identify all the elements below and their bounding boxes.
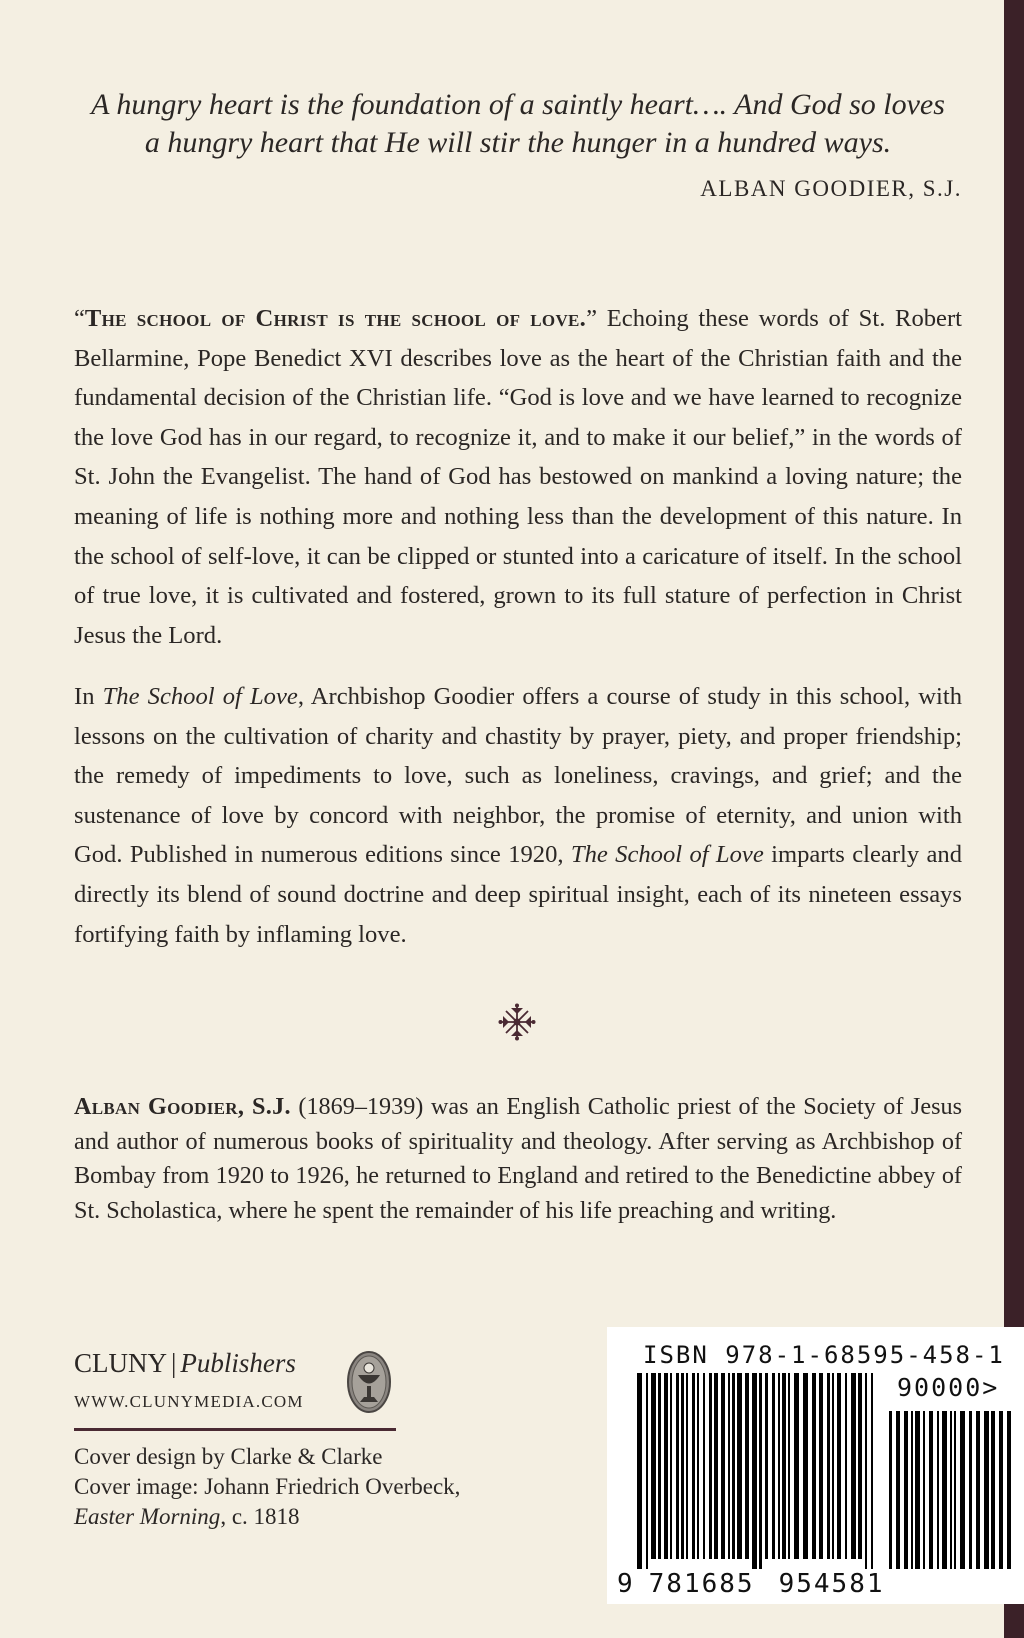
chalice-seal-icon xyxy=(346,1350,392,1414)
barcode-bar xyxy=(788,1373,790,1559)
barcode-bar xyxy=(681,1373,684,1559)
barcode-bar xyxy=(819,1373,823,1559)
barcode-bar xyxy=(904,1411,908,1569)
publisher-name xyxy=(74,1348,296,1379)
barcode-bar xyxy=(670,1373,672,1559)
barcode-bar xyxy=(658,1373,661,1559)
barcode-bar xyxy=(646,1373,648,1569)
barcode-bar xyxy=(709,1373,712,1559)
barcode-bar xyxy=(664,1373,668,1559)
barcode-bar xyxy=(778,1373,780,1559)
publisher-label: Publishers xyxy=(180,1348,296,1378)
publisher-url[interactable]: WWW.CLUNYMEDIA.COM xyxy=(74,1392,304,1411)
paragraph-text: imparts clearly and directly its blend of sound doctrine and deep spiritual insight, each of its nineteen essays fortifying faith by inflaming love. xyxy=(74,841,963,948)
barcode-bar xyxy=(923,1411,925,1569)
lead-phrase: The school of Christ is the school of love. xyxy=(84,305,587,332)
barcode-bar xyxy=(765,1373,768,1559)
bio-text: (1869–1939) was an English Catholic priest of the Society of Jesus and author of numerous books of spirituality and theology. After serving as Archbishop of Bombay from 1920 to 1926, he returned to England and retired to the Benedictine abbey of St. Scholastica, where he spent the remainder of his life preaching and writing. xyxy=(74,1093,962,1224)
barcode-bar xyxy=(858,1373,862,1559)
quote-mark: “ xyxy=(74,305,85,332)
description-paragraph xyxy=(74,677,962,954)
barcode-bar xyxy=(752,1373,757,1569)
barcode-bar xyxy=(745,1373,749,1559)
epigraph-line: A hungry heart is the foundation of a saintly heart…. And God so loves xyxy=(91,88,945,121)
barcode-bar xyxy=(651,1373,656,1559)
barcode-bar xyxy=(737,1373,742,1559)
price-code: 90000> xyxy=(897,1373,1000,1402)
barcode-bar xyxy=(759,1373,762,1569)
barcode-bar xyxy=(865,1373,867,1569)
epigraph-line: a hungry heart that He will stir the hunger in a hundred ways. xyxy=(144,126,892,159)
barcode-bar xyxy=(950,1411,952,1569)
book-title: The School of Love xyxy=(570,841,764,869)
barcode-bar xyxy=(728,1373,730,1559)
image-credit: Cover image: Johann Friedrich Overbeck, xyxy=(74,1474,461,1499)
barcode-bar xyxy=(991,1411,995,1569)
barcode-panel xyxy=(607,1327,1024,1604)
cover-credits xyxy=(74,1442,460,1532)
epigraph-quote xyxy=(74,86,962,162)
ean-left-digits: 781685 xyxy=(648,1569,755,1599)
barcode-bar xyxy=(637,1373,642,1569)
barcode-bar xyxy=(954,1411,956,1569)
ean-right-digits: 954581 xyxy=(778,1569,885,1599)
barcode-bar xyxy=(832,1373,834,1559)
paragraph-text: Echoing these words of St. Robert Bellarmine, Pope Benedict XVI describes love as the heart of the Christian faith and the fundamental decision of the Christian life. “God is love and we have learned to recognize the love God has in our regard, to recognize it, and to make it our belief,” in the words of St. John the Evangelist. The hand of God has bestowed on mankind a loving nature; the meaning of life is nothing more and nothing less than the development of this nature. In the school of self-love, it can be clipped or stunted into a caricature of itself. In the school of true love, it is cultivated and fostered, grown to its full stature of perfection in Christ Jesus the Lord. xyxy=(74,305,962,649)
barcode-bar xyxy=(714,1373,718,1559)
ean-digits xyxy=(617,1569,885,1599)
ornament-icon xyxy=(497,1002,537,1042)
barcode-bar xyxy=(1007,1411,1011,1569)
publisher-separator: | xyxy=(171,1348,177,1378)
book-title: The School of Love xyxy=(102,683,298,710)
barcode-bar xyxy=(999,1411,1003,1569)
barcode-bar xyxy=(896,1411,900,1569)
barcode-bar xyxy=(692,1373,695,1559)
barcode-bar xyxy=(976,1411,980,1569)
barcode-bar xyxy=(827,1373,830,1559)
barcode-bar xyxy=(772,1373,775,1559)
barcode-bar xyxy=(915,1411,920,1569)
barcode-bar xyxy=(803,1373,808,1559)
divider-rule xyxy=(74,1428,396,1431)
barcode-bar xyxy=(969,1411,972,1569)
barcode-bar xyxy=(871,1373,873,1569)
price-addon-barcode xyxy=(889,1411,1017,1569)
barcode-bar xyxy=(697,1373,699,1559)
artwork-date: , c. 1818 xyxy=(220,1504,300,1529)
barcode-bar xyxy=(676,1373,679,1559)
barcode-bar xyxy=(984,1411,989,1569)
bio-name: Alban Goodier, S.J. xyxy=(74,1093,291,1120)
ean-first-digit: 9 xyxy=(617,1569,635,1599)
epigraph-author: ALBAN GOODIER, S.J. xyxy=(700,176,962,201)
barcode-bar xyxy=(721,1373,725,1559)
barcode-bar xyxy=(837,1373,841,1559)
image-credit-title-line xyxy=(74,1502,460,1532)
paragraph-text: , Archbishop Goodier offers a course of study in this school, with lessons on the cultivation of charity and chastity by prayer, piety, and proper friendship; the remedy of impediments to love, such as loneliness, cravings, and grief; and the sustenance of love by concord with neighbor, the promise of eternity, and union with God. Published in numerous editions since 1920, xyxy=(74,683,962,869)
barcode-bar xyxy=(686,1373,688,1559)
barcode-bar xyxy=(937,1411,939,1569)
design-credit: Cover design by Clarke & Clarke xyxy=(74,1444,383,1469)
barcode-bar xyxy=(960,1411,965,1569)
publisher-wordmark: CLUNY xyxy=(74,1348,167,1378)
barcode-bar xyxy=(732,1373,735,1559)
quote-mark: ” xyxy=(586,305,598,332)
artwork-title: Easter Morning xyxy=(74,1504,221,1529)
barcode-bar xyxy=(812,1373,816,1559)
barcode-bar xyxy=(845,1373,847,1559)
barcode-bar xyxy=(942,1411,947,1569)
paragraph-text: In xyxy=(74,683,103,710)
ean-barcode xyxy=(637,1373,877,1569)
isbn-number: ISBN 978-1-68595-458-1 xyxy=(643,1341,1005,1369)
barcode-bar xyxy=(929,1411,933,1569)
barcode-bar xyxy=(911,1411,913,1569)
barcode-bar xyxy=(703,1373,705,1559)
description-paragraph xyxy=(74,299,962,655)
barcode-bar xyxy=(782,1373,786,1559)
barcode-bar xyxy=(794,1373,799,1559)
author-bio xyxy=(74,1090,962,1228)
back-cover xyxy=(74,0,1005,1638)
barcode-bar xyxy=(889,1411,892,1569)
barcode-bar xyxy=(851,1373,856,1559)
